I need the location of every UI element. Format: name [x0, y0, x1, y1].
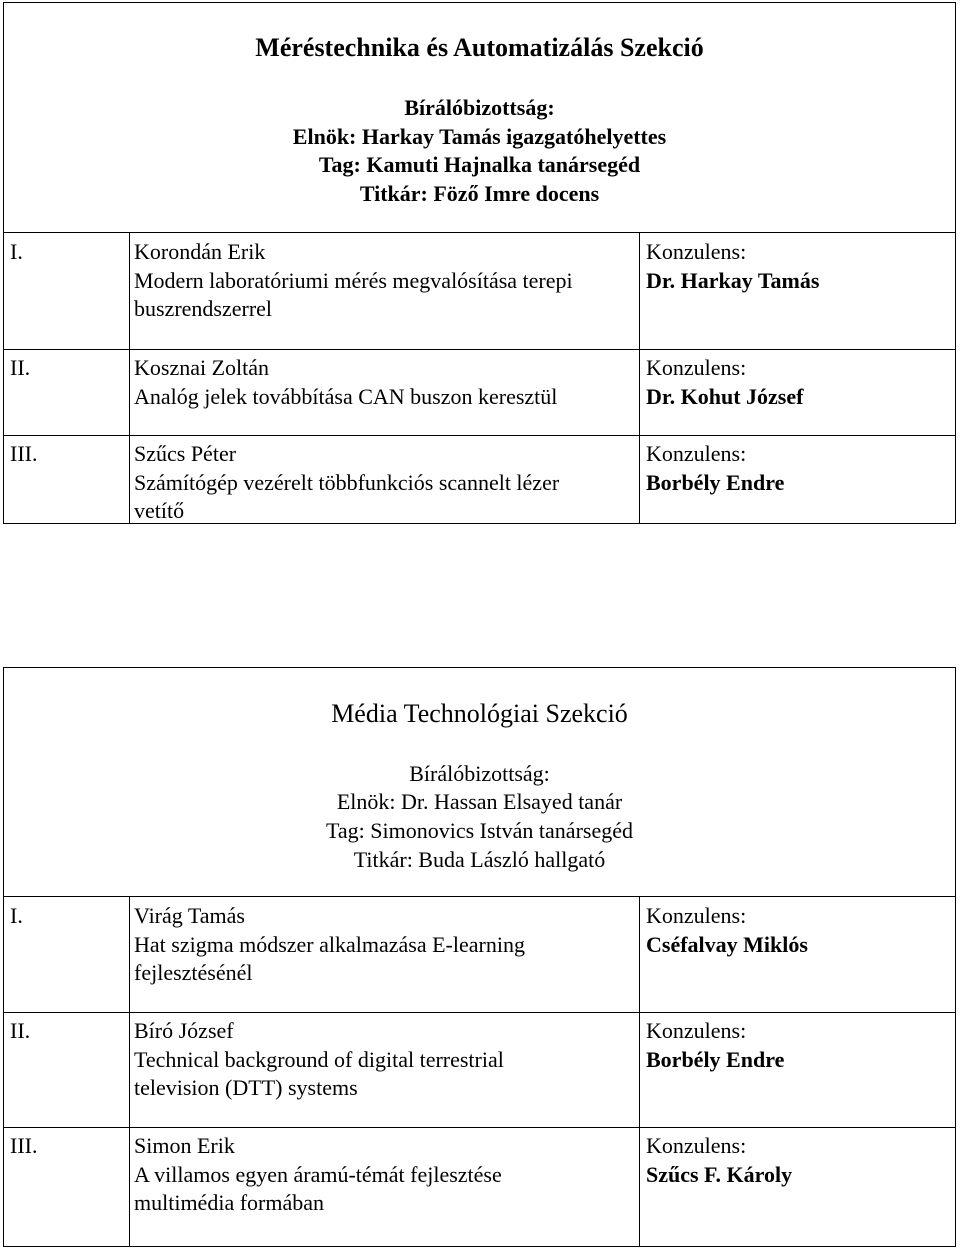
entry-title-line: Számítógép vezérelt többfunkciós scannelt lézer: [134, 469, 560, 495]
entry-consultant: [646, 238, 946, 295]
entry-title-line: Technical background of digital terrestrial: [134, 1046, 504, 1072]
entry-title-line: fejlesztésénél: [134, 960, 253, 985]
jury-member: Tag: Kamuti Hajnalka tanársegéd: [318, 152, 641, 177]
jury-chair: Elnök: Dr. Hassan Elsayed tanár: [336, 789, 623, 814]
header-divider: [4, 232, 955, 233]
entry-author: Szűcs Péter: [134, 441, 237, 466]
entry-author: Simon Erik: [134, 1133, 235, 1158]
row-divider: [4, 1012, 955, 1013]
entry-author: Korondán Erik: [134, 239, 266, 264]
entry-title-line: Hat szigma módszer alkalmazása E-learning: [134, 931, 525, 957]
consultant-name: Dr. Harkay Tamás: [646, 267, 820, 293]
entry-title-line: A villamos egyen áramú-témát fejlesztése: [134, 1161, 502, 1187]
entry-author: Kosznai Zoltán: [134, 355, 270, 380]
entry-details: [134, 1017, 628, 1103]
consultant-name: Borbély Endre: [646, 1046, 785, 1072]
column-divider: [639, 896, 640, 1246]
entry-number: II.: [10, 1018, 31, 1043]
row-divider: [4, 349, 955, 350]
jury-chair: Elnök: Harkay Tamás igazgatóhelyettes: [292, 124, 667, 149]
entry-details: [134, 238, 628, 324]
entry-title-line: buszrendszerrel: [134, 296, 273, 321]
row-divider: [4, 435, 955, 436]
entry-number: I.: [10, 903, 23, 928]
section-meres: [3, 2, 956, 524]
entry-author: Virág Tamás: [134, 903, 245, 928]
entry-number: I.: [10, 239, 23, 264]
entry-number: III.: [10, 441, 38, 466]
entry-details: [134, 902, 628, 988]
consultant-label: Konzulens:: [646, 239, 747, 264]
consultant-name: Szűcs F. Károly: [646, 1161, 793, 1187]
jury-label: Bírálóbizottság:: [409, 761, 550, 786]
consultant-label: Konzulens:: [646, 1018, 747, 1043]
entry-number: III.: [10, 1133, 38, 1158]
entry-author: Bíró József: [134, 1018, 234, 1043]
column-divider: [639, 232, 640, 523]
consultant-name: Borbély Endre: [646, 469, 785, 495]
entry-title-line: multimédia formában: [134, 1190, 324, 1215]
consultant-name: Cséfalvay Miklós: [646, 931, 808, 957]
entry-consultant: [646, 1017, 946, 1074]
column-divider: [129, 896, 130, 1246]
consultant-label: Konzulens:: [646, 355, 747, 380]
entry-title-line: television (DTT) systems: [134, 1075, 358, 1100]
entry-consultant: [646, 902, 946, 959]
jury-secretary: Titkár: Föző Imre docens: [359, 181, 600, 206]
consultant-label: Konzulens:: [646, 1133, 747, 1158]
entry-details: [134, 1132, 628, 1218]
section-title: Média Technológiai Szekció: [331, 699, 628, 728]
consultant-label: Konzulens:: [646, 903, 747, 928]
section-media: [3, 667, 956, 1247]
consultant-name: Dr. Kohut József: [646, 383, 804, 409]
entry-title-line: Modern laboratóriumi mérés megvalósítása terepi: [134, 267, 573, 293]
jury-secretary: Titkár: Buda László hallgató: [353, 847, 606, 872]
entry-consultant: [646, 354, 946, 411]
entry-consultant: [646, 1132, 946, 1189]
entry-title-line: vetítő: [134, 498, 185, 523]
jury-label: Bírálóbizottság:: [404, 95, 555, 120]
column-divider: [129, 232, 130, 523]
entry-title-line: Analóg jelek továbbítása CAN buszon keresztül: [134, 383, 558, 409]
entry-number: II.: [10, 355, 31, 380]
consultant-label: Konzulens:: [646, 441, 747, 466]
entry-details: [134, 354, 628, 411]
entry-details: [134, 440, 628, 526]
header-divider: [4, 896, 955, 897]
section-title: Méréstechnika és Automatizálás Szekció: [255, 33, 704, 62]
row-divider: [4, 1127, 955, 1128]
entry-consultant: [646, 440, 946, 497]
jury-member: Tag: Simonovics István tanársegéd: [325, 818, 633, 843]
